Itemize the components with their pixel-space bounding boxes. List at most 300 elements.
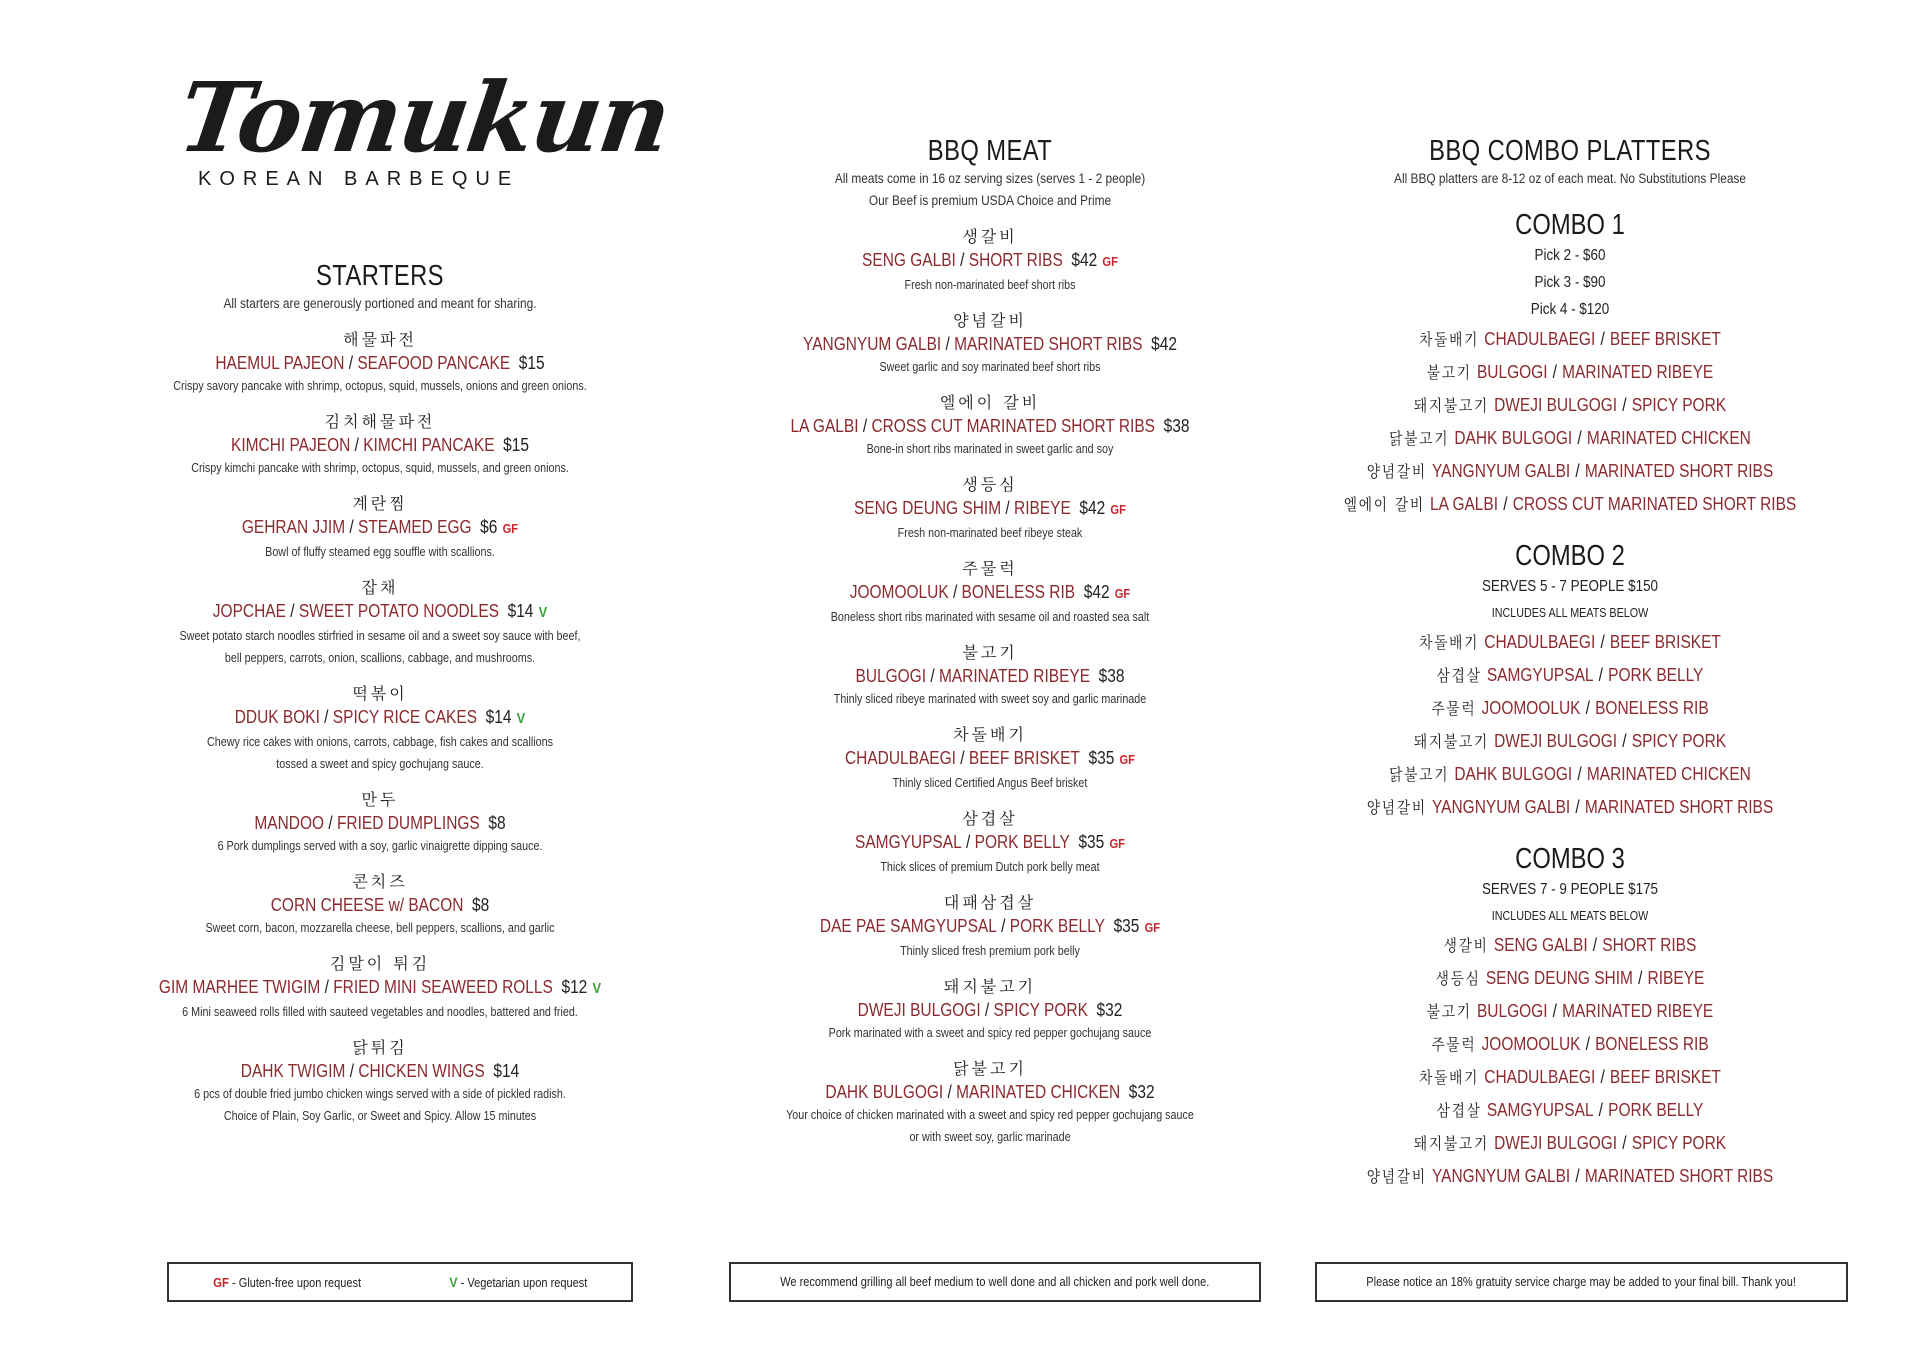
- item-korean-name: 해물파전: [343, 330, 417, 349]
- menu-item: [720, 558, 1260, 628]
- item-separator: /: [960, 748, 965, 768]
- combo-meat-english: SPICY PORK: [1631, 731, 1727, 751]
- combo-title: COMBO 1: [1515, 209, 1625, 241]
- combo-separator: /: [1622, 395, 1627, 415]
- grill-note-box: [729, 1262, 1261, 1302]
- item-romanized-name: LA GALBI: [790, 416, 859, 436]
- combo-meat-korean: 삼겹살: [1436, 666, 1482, 685]
- item-name-line: [148, 1059, 612, 1083]
- item-description: 6 pcs of double fried jumbo chicken wings served with a side of pickled radish.: [194, 1087, 566, 1101]
- combo-meat-english: BEEF BRISKET: [1609, 1067, 1721, 1087]
- item-separator: /: [966, 832, 971, 852]
- item-name-line: [758, 830, 1222, 856]
- combo-block: [1300, 208, 1840, 521]
- menu-item: [110, 683, 650, 775]
- menu-item: [110, 329, 650, 397]
- combo-meat-korean: 불고기: [1426, 1002, 1472, 1021]
- combo-meat-name: DWEJI BULGOGI: [1494, 395, 1618, 415]
- item-name-line: [148, 705, 612, 731]
- item-description: Thick slices of premium Dutch pork belly meat: [880, 860, 1100, 874]
- item-english-name: MARINATED RIBEYE: [938, 666, 1091, 686]
- item-price: $6: [480, 517, 498, 537]
- item-description: 6 Mini seaweed rolls filled with sauteed vegetables and noodles, battered and fried.: [182, 1005, 578, 1019]
- combo-separator: /: [1575, 461, 1580, 481]
- item-korean-name: 생갈비: [962, 227, 1018, 246]
- item-name-line: [758, 580, 1222, 606]
- combo-separator: /: [1598, 665, 1603, 685]
- combo-meat-korean: 차돌배기: [1419, 330, 1480, 349]
- item-name-line: [758, 496, 1222, 522]
- combo-meat-name: SAMGYUPSAL: [1486, 1100, 1594, 1120]
- item-english-name: STEAMED EGG: [358, 517, 472, 537]
- combo-meat-english: PORK BELLY: [1608, 1100, 1704, 1120]
- combo-meat-korean: 주물럭: [1431, 1035, 1477, 1054]
- item-separator: /: [960, 250, 965, 270]
- combo-meat-english: SHORT RIBS: [1602, 935, 1697, 955]
- combo-meat-english: MARINATED RIBEYE: [1562, 362, 1714, 382]
- item-price: $32: [1128, 1082, 1155, 1102]
- combo-meat-name: SENG DEUNG SHIM: [1485, 968, 1633, 988]
- grill-note: We recommend grilling all beef medium to well done and all chicken and pork well done.: [780, 1275, 1210, 1289]
- item-description: Chewy rice cakes with onions, carrots, cabbage, fish cakes and scallions: [207, 735, 553, 749]
- combo-meat-row: [1338, 1094, 1802, 1127]
- combo-separator: /: [1577, 428, 1582, 448]
- item-price: $38: [1098, 666, 1125, 686]
- item-description: Pork marinated with a sweet and spicy red pepper gochujang sauce: [828, 1026, 1152, 1040]
- item-description: Thinly sliced Certified Angus Beef brisket: [892, 776, 1088, 790]
- combo-meat-korean: 돼지불고기: [1413, 396, 1489, 415]
- combo-meat-korean: 엘에이 갈비: [1343, 495, 1425, 514]
- item-korean-name: 엘에이 갈비: [939, 393, 1041, 412]
- item-separator: /: [354, 435, 359, 455]
- combo-meat-english: BEEF BRISKET: [1609, 632, 1721, 652]
- combo-meat-english: BONELESS RIB: [1595, 698, 1709, 718]
- combo-separator: /: [1575, 1166, 1580, 1186]
- gluten-free-badge: GF: [1110, 502, 1126, 517]
- combo-price-line: SERVES 5 - 7 PEOPLE $150: [1481, 578, 1659, 595]
- menu-item: [110, 577, 650, 669]
- menu-item: [720, 1058, 1260, 1148]
- combo-separator: /: [1577, 764, 1582, 784]
- item-description: 6 Pork dumplings served with a soy, garlic vinaigrette dipping sauce.: [217, 839, 543, 853]
- item-separator: /: [984, 1000, 990, 1020]
- item-separator: /: [930, 666, 935, 686]
- combo-meat-name: CHADULBAEGI: [1484, 632, 1596, 652]
- combo-meat-english: MARINATED SHORT RIBS: [1584, 1166, 1774, 1186]
- item-description: Thinly sliced ribeye marinated with sweet soy and garlic marinade: [833, 692, 1147, 706]
- combo-separator: /: [1585, 698, 1590, 718]
- item-romanized-name: JOOMOOLUK: [849, 582, 949, 602]
- bbq-list: [720, 226, 1260, 1148]
- combo-separator: /: [1622, 731, 1627, 751]
- item-description: bell peppers, carrots, onion, scallions, cabbage, and mushrooms.: [224, 651, 536, 665]
- item-name-line: [758, 746, 1222, 772]
- combo-meat-row: [1338, 659, 1802, 692]
- combo-meat-name: LA GALBI: [1430, 494, 1499, 514]
- item-english-name: CORN CHEESE w/ BACON: [270, 895, 464, 915]
- combo-price-line: Pick 2 - $60: [1534, 247, 1606, 264]
- combo-meat-name: YANGNYUM GALBI: [1431, 797, 1571, 817]
- combo-meat-english: MARINATED SHORT RIBS: [1584, 461, 1774, 481]
- combo-meat-row: [1338, 929, 1802, 962]
- item-description: Fresh non-marinated beef short ribs: [904, 278, 1076, 292]
- item-description: Crispy kimchi pancake with shrimp, octopus, squid, mussels, and green onions.: [191, 461, 569, 475]
- combo-meat-korean: 삼겹살: [1436, 1101, 1482, 1120]
- menu-item: [110, 789, 650, 857]
- starters-list: [110, 329, 650, 1127]
- combo-separator: /: [1598, 1100, 1603, 1120]
- item-romanized-name: DAE PAE SAMGYUPSAL: [819, 916, 997, 936]
- combo-meat-english: CROSS CUT MARINATED SHORT RIBS: [1512, 494, 1797, 514]
- menu-item: [720, 892, 1260, 962]
- legend-v-tag: V: [449, 1274, 458, 1290]
- menu-item: [720, 392, 1260, 460]
- item-description: Your choice of chicken marinated with a sweet and spicy red pepper gochujang sauce: [786, 1108, 1194, 1122]
- item-english-name: MARINATED SHORT RIBS: [954, 334, 1143, 354]
- combo-note: INCLUDES ALL MEATS BELOW: [1491, 909, 1649, 923]
- menu-item: [720, 642, 1260, 710]
- menu-item: [720, 474, 1260, 544]
- item-separator: /: [947, 1082, 952, 1102]
- combo-meat-english: BONELESS RIB: [1595, 1034, 1709, 1054]
- item-separator: /: [1005, 498, 1010, 518]
- item-name-line: [148, 893, 612, 917]
- item-english-name: BONELESS RIB: [961, 582, 1076, 602]
- combo-meat-korean: 닭불고기: [1389, 429, 1450, 448]
- combo-meat-row: [1338, 1061, 1802, 1094]
- menu-item: [110, 953, 650, 1023]
- item-korean-name: 차돌배기: [953, 725, 1027, 744]
- item-korean-name: 불고기: [962, 643, 1018, 662]
- menu-item: [110, 411, 650, 479]
- combo-column: [1300, 135, 1840, 1193]
- item-name-line: [148, 351, 612, 375]
- menu-item: [720, 226, 1260, 296]
- menu-item: [720, 724, 1260, 794]
- combo-section-title: BBQ COMBO PLATTERS: [1429, 135, 1711, 167]
- item-price: $14: [493, 1061, 520, 1081]
- item-separator: /: [952, 582, 958, 602]
- combo-meat-row: [1338, 1127, 1802, 1160]
- combo-separator: /: [1622, 1133, 1627, 1153]
- combo-meat-korean: 양념갈비: [1366, 462, 1427, 481]
- combo-meat-row: [1338, 626, 1802, 659]
- combo-note: INCLUDES ALL MEATS BELOW: [1491, 606, 1649, 620]
- combo-separator: /: [1600, 1067, 1605, 1087]
- combo-separator: /: [1552, 1001, 1557, 1021]
- bbq-title: BBQ MEAT: [927, 135, 1053, 167]
- item-price: $42: [1083, 582, 1110, 602]
- menu-item: [110, 1037, 650, 1127]
- legend-v-text: - Vegetarian upon request: [457, 1276, 588, 1290]
- menu-item: [110, 871, 650, 939]
- combo-meat-name: CHADULBAEGI: [1484, 329, 1596, 349]
- item-korean-name: 닭불고기: [953, 1059, 1027, 1078]
- item-english-name: MARINATED CHICKEN: [956, 1082, 1121, 1102]
- item-english-name: SEAFOOD PANCAKE: [357, 353, 511, 373]
- combo-separator: /: [1600, 632, 1605, 652]
- item-description: or with sweet soy, garlic marinade: [909, 1130, 1071, 1144]
- combo-meat-korean: 주물럭: [1431, 699, 1477, 718]
- combo-meat-row: [1338, 1028, 1802, 1061]
- item-korean-name: 김말이 튀김: [329, 954, 431, 973]
- legend-v: [449, 1274, 587, 1290]
- gluten-free-badge: GF: [1102, 254, 1118, 269]
- item-english-name: CROSS CUT MARINATED SHORT RIBS: [871, 416, 1155, 436]
- combo-meat-english: MARINATED RIBEYE: [1562, 1001, 1714, 1021]
- item-english-name: CHICKEN WINGS: [358, 1061, 485, 1081]
- item-romanized-name: SAMGYUPSAL: [855, 832, 962, 852]
- item-korean-name: 계란찜: [352, 494, 408, 513]
- starters-title: STARTERS: [316, 260, 444, 292]
- item-name-line: [758, 1080, 1222, 1104]
- item-separator: /: [348, 353, 354, 373]
- item-english-name: PORK BELLY: [1009, 916, 1105, 936]
- combo-meat-english: MARINATED CHICKEN: [1586, 428, 1751, 448]
- combo-meat-korean: 닭불고기: [1389, 765, 1450, 784]
- item-name-line: [758, 914, 1222, 940]
- item-name-line: [758, 332, 1222, 356]
- combo-separator: /: [1575, 797, 1580, 817]
- combo-meat-name: YANGNYUM GALBI: [1431, 461, 1571, 481]
- item-korean-name: 떡볶이: [352, 684, 408, 703]
- legend-gf: [213, 1275, 361, 1290]
- item-price: $35: [1088, 748, 1115, 768]
- item-romanized-name: JOPCHAE: [212, 601, 286, 621]
- combo-meat-row: [1338, 389, 1802, 422]
- item-description: Bone-in short ribs marinated in sweet garlic and soy: [866, 442, 1114, 456]
- item-english-name: BEEF BRISKET: [968, 748, 1080, 768]
- combo-meat-korean: 차돌배기: [1419, 1068, 1480, 1087]
- legend-gf-tag: GF: [213, 1274, 230, 1290]
- combo-meat-row: [1338, 455, 1802, 488]
- vegetarian-badge: V: [592, 980, 602, 997]
- item-description: Bowl of fluffy steamed egg souffle with scallions.: [265, 545, 495, 559]
- combo-separator: /: [1552, 362, 1557, 382]
- combo-list: [1300, 208, 1840, 1193]
- bbq-column: [720, 135, 1260, 1148]
- item-korean-name: 생등심: [962, 475, 1018, 494]
- item-separator: /: [290, 601, 295, 621]
- item-description: Crispy savory pancake with shrimp, octopus, squid, mussels, onions and green onions.: [173, 379, 587, 393]
- combo-block: [1300, 539, 1840, 824]
- item-separator: /: [945, 334, 950, 354]
- item-name-line: [758, 998, 1222, 1022]
- item-korean-name: 주물럭: [962, 559, 1018, 578]
- combo-meat-english: MARINATED CHICKEN: [1586, 764, 1751, 784]
- combo-meat-row: [1338, 725, 1802, 758]
- combo-meat-row: [1338, 791, 1802, 824]
- combo-meat-english: BEEF BRISKET: [1609, 329, 1721, 349]
- item-romanized-name: DAHK BULGOGI: [825, 1082, 944, 1102]
- item-romanized-name: YANGNYUM GALBI: [803, 334, 942, 354]
- item-name-line: [148, 433, 612, 457]
- item-price: $42: [1151, 334, 1177, 354]
- item-korean-name: 만두: [361, 790, 399, 809]
- item-price: $8: [488, 813, 506, 833]
- combo-title: COMBO 3: [1515, 843, 1625, 875]
- item-english-name: RIBEYE: [1014, 498, 1071, 518]
- gluten-free-badge: GF: [1114, 586, 1131, 601]
- item-korean-name: 돼지불고기: [943, 977, 1037, 996]
- item-description: Fresh non-marinated beef ribeye steak: [897, 526, 1083, 540]
- combo-meat-english: RIBEYE: [1647, 968, 1705, 988]
- item-romanized-name: GEHRAN JJIM: [241, 517, 346, 537]
- combo-meat-row: [1338, 356, 1802, 389]
- combo-meat-korean: 양념갈비: [1366, 798, 1427, 817]
- item-english-name: SPICY RICE CAKES: [332, 707, 478, 727]
- item-romanized-name: SENG DEUNG SHIM: [854, 498, 1002, 518]
- item-price: $32: [1096, 1000, 1123, 1020]
- combo-meat-name: BULGOGI: [1476, 362, 1548, 382]
- combo-meat-name: YANGNYUM GALBI: [1431, 1166, 1571, 1186]
- item-romanized-name: GIM MARHEE TWIGIM: [158, 977, 321, 997]
- combo-meat-row: [1338, 422, 1802, 455]
- item-price: $8: [472, 895, 490, 915]
- combo-separator: /: [1503, 494, 1508, 514]
- combo-separator: /: [1585, 1034, 1590, 1054]
- item-separator: /: [324, 707, 329, 727]
- combo-meat-korean: 생등심: [1435, 969, 1481, 988]
- item-name-line: [148, 515, 612, 541]
- item-english-name: FRIED MINI SEAWEED ROLLS: [333, 977, 553, 997]
- item-romanized-name: DAHK TWIGIM: [240, 1061, 346, 1081]
- combo-price-line: SERVES 7 - 9 PEOPLE $175: [1481, 881, 1659, 898]
- combo-meat-korean: 생갈비: [1443, 936, 1489, 955]
- item-romanized-name: DWEJI BULGOGI: [857, 1000, 981, 1020]
- gluten-free-badge: GF: [1144, 920, 1161, 935]
- item-description: tossed a sweet and spicy gochujang sauce.: [276, 757, 484, 771]
- combo-meat-korean: 양념갈비: [1366, 1167, 1427, 1186]
- item-english-name: PORK BELLY: [974, 832, 1070, 852]
- combo-price-line: Pick 3 - $90: [1534, 274, 1606, 291]
- combo-meat-english: SPICY PORK: [1631, 1133, 1727, 1153]
- combo-meat-row: [1338, 323, 1802, 356]
- gratuity-note: Please notice an 18% gratuity service charge may be added to your final bill. Thank you!: [1366, 1275, 1797, 1289]
- combo-price-line: Pick 4 - $120: [1530, 301, 1610, 318]
- combo-meat-name: SENG GALBI: [1493, 935, 1588, 955]
- combo-meat-name: BULGOGI: [1476, 1001, 1548, 1021]
- item-korean-name: 김치해물파전: [324, 412, 436, 431]
- combo-meat-english: SPICY PORK: [1631, 395, 1727, 415]
- item-price: $38: [1163, 416, 1190, 436]
- combo-meat-name: DAHK BULGOGI: [1454, 428, 1573, 448]
- combo-meat-name: DWEJI BULGOGI: [1494, 1133, 1618, 1153]
- menu-item: [720, 808, 1260, 878]
- item-romanized-name: MANDOO: [254, 813, 325, 833]
- gluten-free-badge: GF: [502, 521, 519, 536]
- item-description: Sweet garlic and soy marinated beef short ribs: [879, 360, 1101, 374]
- gratuity-note-box: [1315, 1262, 1848, 1302]
- item-price: $35: [1113, 916, 1140, 936]
- logo-wordmark: Tomukun: [172, 61, 676, 174]
- logo-tagline: KOREAN BARBEQUE: [198, 168, 520, 190]
- combo-section-subtitle: All BBQ platters are 8-12 oz of each meat. No Substitutions Please: [1394, 171, 1746, 186]
- item-romanized-name: HAEMUL PAJEON: [215, 353, 345, 373]
- item-romanized-name: BULGOGI: [855, 666, 927, 686]
- gluten-free-badge: GF: [1109, 836, 1125, 851]
- starters-subtitle: All starters are generously portioned and meant for sharing.: [223, 296, 537, 311]
- combo-meat-name: CHADULBAEGI: [1484, 1067, 1596, 1087]
- combo-meat-name: SAMGYUPSAL: [1486, 665, 1594, 685]
- item-name-line: [148, 599, 612, 625]
- item-separator: /: [328, 813, 333, 833]
- combo-meat-english: PORK BELLY: [1608, 665, 1704, 685]
- item-romanized-name: DDUK BOKI: [234, 707, 320, 727]
- item-description: Sweet corn, bacon, mozzarella cheese, bell peppers, scallions, and garlic: [205, 921, 555, 935]
- combo-meat-row: [1338, 1160, 1802, 1193]
- combo-meat-row: [1338, 995, 1802, 1028]
- item-separator: /: [349, 517, 354, 537]
- item-korean-name: 닭튀김: [352, 1038, 408, 1057]
- item-separator: /: [1001, 916, 1006, 936]
- combo-block: [1300, 842, 1840, 1193]
- item-english-name: SWEET POTATO NOODLES: [298, 601, 499, 621]
- combo-meat-name: DAHK BULGOGI: [1454, 764, 1573, 784]
- combo-meat-name: JOOMOOLUK: [1481, 1034, 1581, 1054]
- item-description: Sweet potato starch noodles stirfried in sesame oil and a sweet soy sauce with beef,: [179, 629, 581, 643]
- item-price: $14: [507, 601, 534, 621]
- item-description: Thinly sliced fresh premium pork belly: [900, 944, 1080, 958]
- item-name-line: [758, 414, 1222, 438]
- bbq-subtitle-1: All meats come in 16 oz serving sizes (serves 1 - 2 people): [834, 171, 1146, 186]
- legend-gf-text: - Gluten-free upon request: [229, 1275, 362, 1290]
- item-english-name: KIMCHI PANCAKE: [363, 435, 495, 455]
- item-description: Choice of Plain, Soy Garlic, or Sweet and Spicy. Allow 15 minutes: [223, 1109, 537, 1123]
- combo-meat-row: [1338, 962, 1802, 995]
- item-separator: /: [862, 416, 868, 436]
- vegetarian-badge: V: [516, 710, 526, 727]
- item-price: $42: [1071, 250, 1098, 270]
- starters-column: [110, 61, 676, 1127]
- item-separator: /: [324, 977, 329, 997]
- item-name-line: [148, 811, 612, 835]
- item-name-line: [148, 975, 612, 1001]
- item-korean-name: 양념갈비: [953, 311, 1027, 330]
- combo-meat-row: [1338, 758, 1802, 791]
- vegetarian-badge: V: [538, 604, 548, 621]
- logo: [110, 61, 676, 260]
- item-price: $12: [561, 977, 588, 997]
- item-romanized-name: CHADULBAEGI: [844, 748, 956, 768]
- combo-meat-korean: 불고기: [1426, 363, 1472, 382]
- combo-separator: /: [1638, 968, 1643, 988]
- item-korean-name: 대패삼겹살: [943, 893, 1037, 912]
- item-name-line: [758, 248, 1222, 274]
- combo-meat-row: [1338, 692, 1802, 725]
- item-korean-name: 콘치즈: [352, 872, 408, 891]
- item-price: $35: [1078, 832, 1105, 852]
- gluten-free-badge: GF: [1119, 752, 1136, 767]
- combo-meat-korean: 돼지불고기: [1413, 732, 1489, 751]
- item-english-name: SHORT RIBS: [968, 250, 1063, 270]
- combo-meat-name: JOOMOOLUK: [1481, 698, 1581, 718]
- item-price: $15: [503, 435, 529, 455]
- item-price: $14: [485, 707, 512, 727]
- item-romanized-name: KIMCHI PAJEON: [231, 435, 351, 455]
- combo-meat-row: [1338, 488, 1802, 521]
- bbq-subtitle-2: Our Beef is premium USDA Choice and Prime: [868, 193, 1112, 208]
- item-name-line: [758, 664, 1222, 688]
- menu-item: [110, 493, 650, 563]
- item-korean-name: 잡채: [361, 578, 399, 597]
- menu-item: [720, 976, 1260, 1044]
- legend-box: [167, 1262, 633, 1302]
- item-korean-name: 삼겹살: [962, 809, 1018, 828]
- item-romanized-name: SENG GALBI: [862, 250, 956, 270]
- item-price: $42: [1079, 498, 1106, 518]
- item-english-name: FRIED DUMPLINGS: [336, 813, 480, 833]
